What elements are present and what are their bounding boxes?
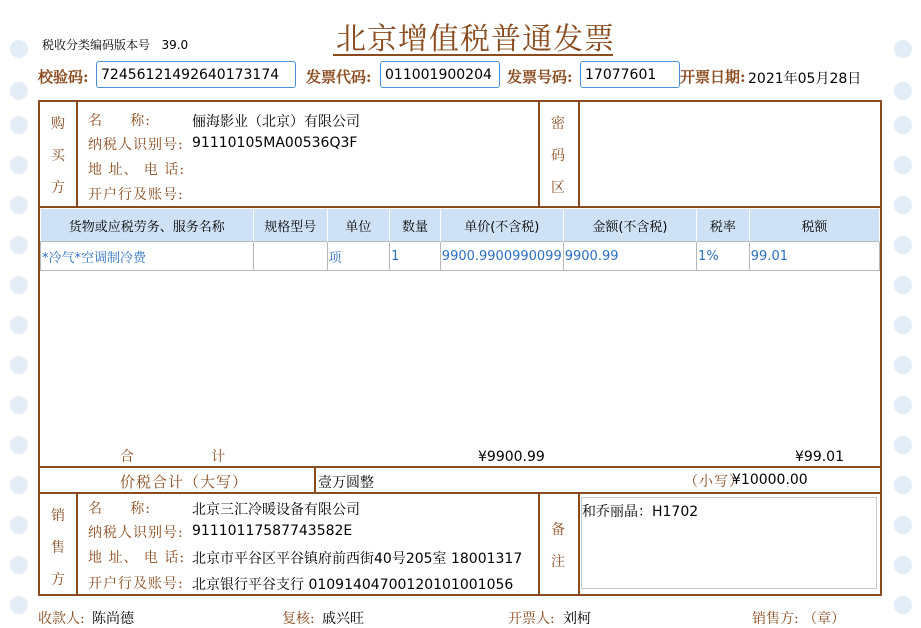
cipher-side-label [540,108,576,204]
payee-name: 陈尚德 [92,611,134,627]
date-value: 2021年05月28日 [748,71,862,87]
invoice-body [38,100,882,596]
buyer-side-char: 购 [51,116,65,132]
seller-name: 北京三汇冷暖设备有限公司 [192,502,360,518]
divider [40,492,880,494]
seller-side-label [40,500,76,596]
divider [40,466,880,468]
seller-address-label: 地 址、 电 话: [88,550,186,566]
version-info [42,36,188,53]
column-header: 税率 [697,209,750,242]
total-tax: ¥99.01 [795,449,844,465]
remark-side-char: 注 [551,554,565,570]
check-code-label: 校验码: [38,68,89,86]
seller-bank-label: 开户行及账号: [88,576,184,592]
divider [314,466,316,492]
divider [578,102,580,206]
column-header: 金额(不含税) [563,209,696,242]
item-tax: 99.01 [749,242,879,271]
items-header-row [41,209,880,242]
divider [578,492,580,596]
grand-total-label: 价税合计（大写） [120,473,249,491]
item-qty: 1 [390,242,441,271]
grand-total-upper: 壹万圆整 [318,475,374,491]
buyer-name: 俪海影业（北京）有限公司 [192,114,360,130]
issuer-label: 开票人: [508,611,555,627]
grand-total-small-label: （小写） [684,474,744,490]
remark-text: 和乔丽晶：H1702 [582,504,699,520]
buyer-side-label [40,108,76,204]
seller-name-label: 名 称: [88,501,151,517]
right-margin-holes [894,0,914,628]
issuer-name: 刘柯 [563,611,591,627]
buyer-bank-label: 开户行及账号: [88,187,184,203]
seller-side-char: 销 [51,508,65,524]
remark-side-char: 备 [551,522,565,538]
left-margin-holes [10,0,30,628]
column-header: 单位 [327,209,390,242]
invoice-title: 北京增值税普通发票 [336,22,615,57]
item-amount: 9900.99 [563,242,696,271]
total-label: 合 计 [120,449,227,465]
invoice-code-label: 发票代码: [306,68,372,86]
divider [40,206,880,208]
check-code-field[interactable]: 72456121492640173174 [96,61,296,88]
total-amount: ¥9900.99 [478,449,545,465]
column-header: 数量 [390,209,441,242]
version-value: 39.0 [161,38,189,52]
table-row [41,242,880,271]
invoice-no-field[interactable]: 17077601 [580,61,680,88]
buyer-name-label: 名 称: [88,113,151,129]
reviewer-label: 复核: [282,611,315,627]
payee-label: 收款人: [38,611,85,627]
item-price: 9900.9900990099 [440,242,563,271]
column-header: 货物或应税劳务、服务名称 [41,209,254,242]
seller-tax-id: 91110117587743582E [192,523,353,539]
cipher-side-char: 区 [551,180,565,196]
items-table [40,209,880,271]
title-underline [333,54,613,56]
cipher-side-char: 密 [551,116,565,132]
cipher-side-char: 码 [551,148,565,164]
item-name: *冷气*空调制冷费 [41,242,254,271]
seller-seal-label: 销售方: （章） [752,611,846,627]
column-header: 规格型号 [254,209,327,242]
item-rate: 1% [697,242,750,271]
seller-side-char: 方 [51,572,65,588]
buyer-address-label: 地 址、 电 话: [88,162,186,178]
remark-box[interactable] [581,497,877,589]
grand-total-small: ¥10000.00 [732,472,808,488]
column-header: 单价(不含税) [440,209,563,242]
invoice-no-label: 发票号码: [507,68,573,86]
date-label: 开票日期: [680,68,746,86]
column-header: 税额 [749,209,879,242]
item-spec [254,242,327,271]
seller-tax-id-label: 纳税人识别号: [88,525,184,541]
divider [76,492,78,596]
divider [76,102,78,206]
buyer-side-char: 买 [51,148,65,164]
buyer-tax-id-label: 纳税人识别号: [88,137,184,153]
item-unit: 项 [327,242,390,271]
buyer-side-char: 方 [51,180,65,196]
remark-side-label [540,514,576,578]
version-label: 税收分类编码版本号 [42,38,151,52]
buyer-tax-id: 91110105MA00536Q3F [192,135,358,151]
seller-side-char: 售 [51,540,65,556]
reviewer-name: 戚兴旺 [322,611,364,627]
invoice-code-field[interactable]: 011001900204 [380,61,500,88]
seller-bank: 北京银行平谷支行 01091404700120101001056 [192,577,514,593]
seller-address: 北京市平谷区平谷镇府前西街40号205室 18001317 [192,551,523,567]
